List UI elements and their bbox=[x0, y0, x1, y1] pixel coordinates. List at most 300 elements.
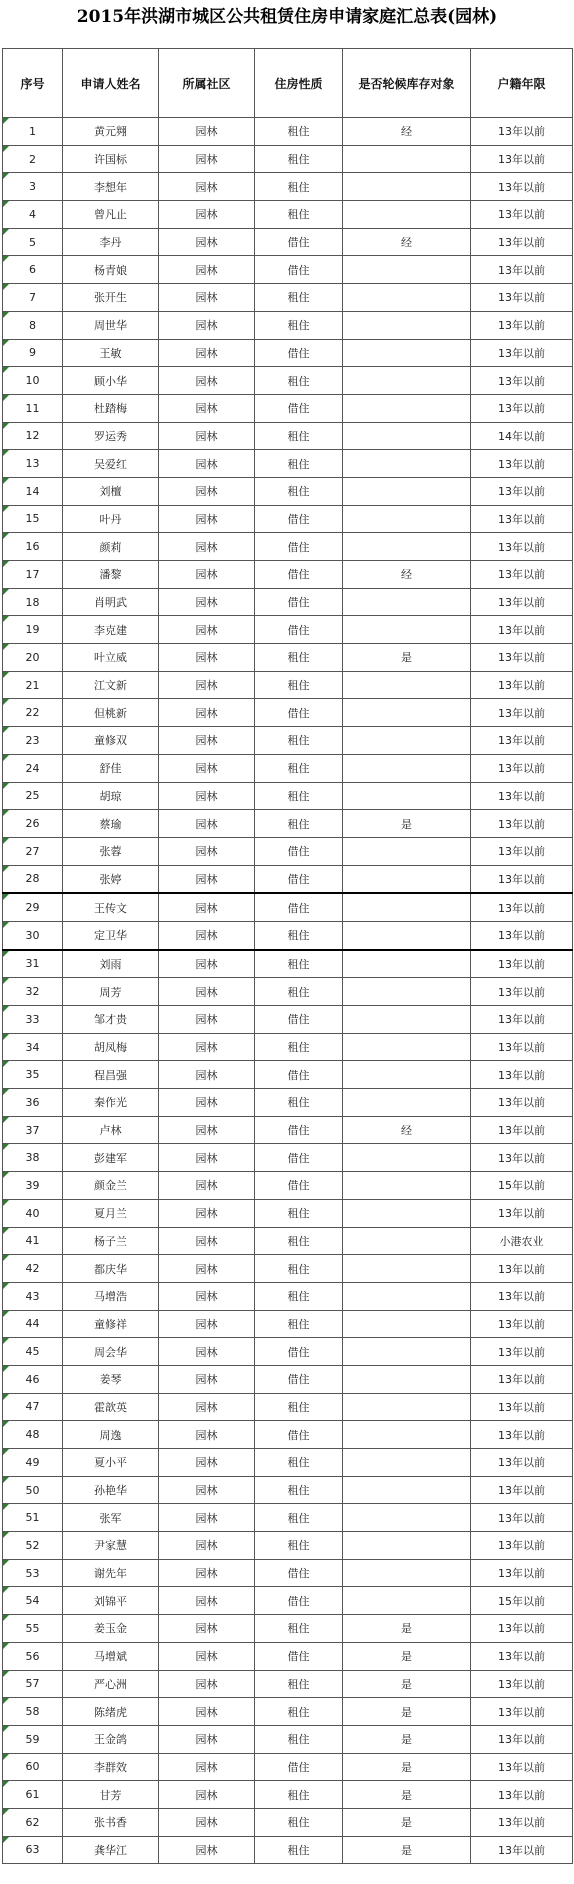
community: 园林 bbox=[159, 1338, 255, 1366]
housing-type: 借住 bbox=[255, 1338, 343, 1366]
community: 园林 bbox=[159, 367, 255, 395]
community: 园林 bbox=[159, 228, 255, 256]
table-row bbox=[3, 1144, 573, 1172]
housing-type: 租住 bbox=[255, 671, 343, 699]
table-row bbox=[3, 1199, 573, 1227]
applicant-name: 李想年 bbox=[63, 173, 159, 201]
community: 园林 bbox=[159, 950, 255, 978]
waiting-list-status bbox=[343, 1365, 471, 1393]
row-index: 38 bbox=[3, 1144, 63, 1172]
residency-years: 13年以前 bbox=[471, 616, 573, 644]
applicant-name: 但桃新 bbox=[63, 699, 159, 727]
waiting-list-status bbox=[343, 339, 471, 367]
table-row bbox=[3, 727, 573, 755]
row-index: 18 bbox=[3, 588, 63, 616]
applicant-name: 周逸 bbox=[63, 1421, 159, 1449]
community: 园林 bbox=[159, 1781, 255, 1809]
housing-type: 借住 bbox=[255, 505, 343, 533]
residency-years: 15年以前 bbox=[471, 1587, 573, 1615]
row-index: 1 bbox=[3, 118, 63, 146]
applicant-name: 夏小平 bbox=[63, 1449, 159, 1477]
residency-years: 13年以前 bbox=[471, 1365, 573, 1393]
row-index: 37 bbox=[3, 1116, 63, 1144]
housing-type: 租住 bbox=[255, 1282, 343, 1310]
waiting-list-status bbox=[343, 782, 471, 810]
table-row bbox=[3, 1587, 573, 1615]
community: 园林 bbox=[159, 699, 255, 727]
applicant-name: 谢先年 bbox=[63, 1559, 159, 1587]
housing-type: 租住 bbox=[255, 727, 343, 755]
waiting-list-status bbox=[343, 1310, 471, 1338]
row-index: 23 bbox=[3, 727, 63, 755]
housing-type: 租住 bbox=[255, 201, 343, 229]
housing-type: 借住 bbox=[255, 533, 343, 561]
housing-type: 租住 bbox=[255, 311, 343, 339]
housing-type: 租住 bbox=[255, 477, 343, 505]
table-row bbox=[3, 311, 573, 339]
table-row bbox=[3, 284, 573, 312]
residency-years: 13年以前 bbox=[471, 1698, 573, 1726]
row-index: 59 bbox=[3, 1725, 63, 1753]
waiting-list-status bbox=[343, 284, 471, 312]
residency-years: 13年以前 bbox=[471, 1282, 573, 1310]
community: 园林 bbox=[159, 311, 255, 339]
residency-years: 13年以前 bbox=[471, 727, 573, 755]
community: 园林 bbox=[159, 561, 255, 589]
applicant-name: 杨子兰 bbox=[63, 1227, 159, 1255]
residency-years: 13年以前 bbox=[471, 256, 573, 284]
waiting-list-status bbox=[343, 727, 471, 755]
applicant-name: 霍歆英 bbox=[63, 1393, 159, 1421]
housing-type: 借住 bbox=[255, 1421, 343, 1449]
header-community: 所属社区 bbox=[159, 49, 255, 118]
community: 园林 bbox=[159, 1033, 255, 1061]
row-index: 24 bbox=[3, 754, 63, 782]
community: 园林 bbox=[159, 145, 255, 173]
housing-type: 租住 bbox=[255, 1781, 343, 1809]
waiting-list-status bbox=[343, 754, 471, 782]
housing-type: 租住 bbox=[255, 978, 343, 1006]
community: 园林 bbox=[159, 422, 255, 450]
waiting-list-status bbox=[343, 671, 471, 699]
residency-years: 13年以前 bbox=[471, 394, 573, 422]
table-row bbox=[3, 978, 573, 1006]
applicant-name: 颜金兰 bbox=[63, 1172, 159, 1200]
residency-years: 13年以前 bbox=[471, 1116, 573, 1144]
residency-years: 13年以前 bbox=[471, 754, 573, 782]
residency-years: 13年以前 bbox=[471, 1338, 573, 1366]
row-index: 31 bbox=[3, 950, 63, 978]
community: 园林 bbox=[159, 1587, 255, 1615]
applicant-name: 吴爱红 bbox=[63, 450, 159, 478]
waiting-list-status: 是 bbox=[343, 644, 471, 672]
waiting-list-status: 经 bbox=[343, 118, 471, 146]
housing-type: 借住 bbox=[255, 1144, 343, 1172]
housing-type: 租住 bbox=[255, 1393, 343, 1421]
table-row bbox=[3, 1227, 573, 1255]
row-index: 21 bbox=[3, 671, 63, 699]
waiting-list-status bbox=[343, 1033, 471, 1061]
waiting-list-status bbox=[343, 422, 471, 450]
applicant-name: 叶丹 bbox=[63, 505, 159, 533]
table-row bbox=[3, 1725, 573, 1753]
table-row bbox=[3, 1310, 573, 1338]
table-row bbox=[3, 865, 573, 893]
waiting-list-status bbox=[343, 1199, 471, 1227]
row-index: 2 bbox=[3, 145, 63, 173]
housing-type: 租住 bbox=[255, 1310, 343, 1338]
community: 园林 bbox=[159, 588, 255, 616]
community: 园林 bbox=[159, 1476, 255, 1504]
residency-years: 13年以前 bbox=[471, 1144, 573, 1172]
waiting-list-status bbox=[343, 201, 471, 229]
residency-years: 13年以前 bbox=[471, 671, 573, 699]
residency-years: 13年以前 bbox=[471, 1559, 573, 1587]
housing-type: 借住 bbox=[255, 1642, 343, 1670]
housing-type: 借住 bbox=[255, 1116, 343, 1144]
waiting-list-status bbox=[343, 505, 471, 533]
housing-type: 租住 bbox=[255, 1255, 343, 1283]
community: 园林 bbox=[159, 1116, 255, 1144]
row-index: 32 bbox=[3, 978, 63, 1006]
residency-years: 13年以前 bbox=[471, 1089, 573, 1117]
community: 园林 bbox=[159, 1006, 255, 1034]
residency-years: 13年以前 bbox=[471, 1061, 573, 1089]
applicant-name: 蔡瑜 bbox=[63, 810, 159, 838]
table-row bbox=[3, 1753, 573, 1781]
community: 园林 bbox=[159, 477, 255, 505]
waiting-list-status: 经 bbox=[343, 228, 471, 256]
applicant-name: 周芳 bbox=[63, 978, 159, 1006]
row-index: 10 bbox=[3, 367, 63, 395]
housing-type: 租住 bbox=[255, 284, 343, 312]
community: 园林 bbox=[159, 893, 255, 921]
table-row bbox=[3, 1033, 573, 1061]
table-row bbox=[3, 837, 573, 865]
community: 园林 bbox=[159, 450, 255, 478]
row-index: 45 bbox=[3, 1338, 63, 1366]
applicant-name: 童修祥 bbox=[63, 1310, 159, 1338]
community: 园林 bbox=[159, 505, 255, 533]
housing-type: 租住 bbox=[255, 1504, 343, 1532]
housing-type: 借住 bbox=[255, 561, 343, 589]
residency-years: 13年以前 bbox=[471, 173, 573, 201]
waiting-list-status bbox=[343, 1559, 471, 1587]
waiting-list-status: 是 bbox=[343, 1615, 471, 1643]
residency-years: 13年以前 bbox=[471, 782, 573, 810]
table-row bbox=[3, 339, 573, 367]
housing-type: 借住 bbox=[255, 588, 343, 616]
applicant-name: 都庆华 bbox=[63, 1255, 159, 1283]
applicant-name: 周会华 bbox=[63, 1338, 159, 1366]
row-index: 54 bbox=[3, 1587, 63, 1615]
housing-type: 租住 bbox=[255, 1199, 343, 1227]
row-index: 16 bbox=[3, 533, 63, 561]
table-row bbox=[3, 810, 573, 838]
header-housing-type: 住房性质 bbox=[255, 49, 343, 118]
table-row bbox=[3, 1670, 573, 1698]
row-index: 20 bbox=[3, 644, 63, 672]
residency-years: 13年以前 bbox=[471, 118, 573, 146]
community: 园林 bbox=[159, 1144, 255, 1172]
community: 园林 bbox=[159, 644, 255, 672]
waiting-list-status bbox=[343, 1172, 471, 1200]
waiting-list-status: 是 bbox=[343, 1642, 471, 1670]
community: 园林 bbox=[159, 1227, 255, 1255]
community: 园林 bbox=[159, 1725, 255, 1753]
waiting-list-status: 是 bbox=[343, 1670, 471, 1698]
row-index: 40 bbox=[3, 1199, 63, 1227]
table-row bbox=[3, 588, 573, 616]
residency-years: 13年以前 bbox=[471, 865, 573, 893]
applicant-name: 曾凡止 bbox=[63, 201, 159, 229]
page-title: 2015年洪湖市城区公共租赁住房申请家庭汇总表(园林) bbox=[76, 7, 498, 27]
row-index: 39 bbox=[3, 1172, 63, 1200]
table-row bbox=[3, 1116, 573, 1144]
residency-years: 14年以前 bbox=[471, 422, 573, 450]
community: 园林 bbox=[159, 256, 255, 284]
housing-type: 借住 bbox=[255, 228, 343, 256]
housing-type: 租住 bbox=[255, 1449, 343, 1477]
residency-years: 13年以前 bbox=[471, 1033, 573, 1061]
row-index: 11 bbox=[3, 394, 63, 422]
table-row bbox=[3, 561, 573, 589]
residency-years: 13年以前 bbox=[471, 311, 573, 339]
row-index: 55 bbox=[3, 1615, 63, 1643]
waiting-list-status: 是 bbox=[343, 1698, 471, 1726]
waiting-list-status: 是 bbox=[343, 810, 471, 838]
header-index: 序号 bbox=[3, 49, 63, 118]
residency-years: 13年以前 bbox=[471, 810, 573, 838]
community: 园林 bbox=[159, 978, 255, 1006]
residency-years: 13年以前 bbox=[471, 699, 573, 727]
applicant-table bbox=[2, 48, 573, 1864]
applicant-name: 甘芳 bbox=[63, 1781, 159, 1809]
table-row bbox=[3, 1393, 573, 1421]
waiting-list-status bbox=[343, 256, 471, 284]
housing-type: 借住 bbox=[255, 339, 343, 367]
community: 园林 bbox=[159, 837, 255, 865]
housing-type: 借住 bbox=[255, 837, 343, 865]
row-index: 52 bbox=[3, 1532, 63, 1560]
applicant-name: 王金鸽 bbox=[63, 1725, 159, 1753]
applicant-name: 张书香 bbox=[63, 1808, 159, 1836]
community: 园林 bbox=[159, 533, 255, 561]
community: 园林 bbox=[159, 118, 255, 146]
community: 园林 bbox=[159, 1532, 255, 1560]
housing-type: 借住 bbox=[255, 394, 343, 422]
community: 园林 bbox=[159, 173, 255, 201]
row-index: 27 bbox=[3, 837, 63, 865]
applicant-name: 卢林 bbox=[63, 1116, 159, 1144]
waiting-list-status bbox=[343, 1061, 471, 1089]
row-index: 33 bbox=[3, 1006, 63, 1034]
table-row bbox=[3, 893, 573, 921]
table-row bbox=[3, 950, 573, 978]
waiting-list-status bbox=[343, 950, 471, 978]
housing-type: 借住 bbox=[255, 1587, 343, 1615]
table-row bbox=[3, 1338, 573, 1366]
community: 园林 bbox=[159, 671, 255, 699]
applicant-name: 舒佳 bbox=[63, 754, 159, 782]
residency-years: 13年以前 bbox=[471, 893, 573, 921]
table-row bbox=[3, 1808, 573, 1836]
table-row bbox=[3, 1282, 573, 1310]
row-index: 49 bbox=[3, 1449, 63, 1477]
residency-years: 13年以前 bbox=[471, 1670, 573, 1698]
residency-years: 13年以前 bbox=[471, 1532, 573, 1560]
table-row bbox=[3, 422, 573, 450]
waiting-list-status bbox=[343, 1338, 471, 1366]
housing-type: 租住 bbox=[255, 1227, 343, 1255]
community: 园林 bbox=[159, 754, 255, 782]
table-row bbox=[3, 1449, 573, 1477]
table-row bbox=[3, 394, 573, 422]
waiting-list-status bbox=[343, 367, 471, 395]
table-row bbox=[3, 1781, 573, 1809]
applicant-name: 刘雨 bbox=[63, 950, 159, 978]
waiting-list-status bbox=[343, 837, 471, 865]
community: 园林 bbox=[159, 616, 255, 644]
housing-type: 租住 bbox=[255, 118, 343, 146]
table-row bbox=[3, 118, 573, 146]
table-row bbox=[3, 1836, 573, 1864]
housing-type: 租住 bbox=[255, 1698, 343, 1726]
row-index: 13 bbox=[3, 450, 63, 478]
row-index: 30 bbox=[3, 921, 63, 949]
housing-type: 借住 bbox=[255, 1753, 343, 1781]
community: 园林 bbox=[159, 1172, 255, 1200]
applicant-name: 陈绪虎 bbox=[63, 1698, 159, 1726]
applicant-name: 潘黎 bbox=[63, 561, 159, 589]
row-index: 25 bbox=[3, 782, 63, 810]
applicant-name: 严心洲 bbox=[63, 1670, 159, 1698]
housing-type: 借住 bbox=[255, 1559, 343, 1587]
applicant-name: 姜玉金 bbox=[63, 1615, 159, 1643]
waiting-list-status bbox=[343, 1421, 471, 1449]
row-index: 7 bbox=[3, 284, 63, 312]
applicant-name: 张婷 bbox=[63, 865, 159, 893]
table-row bbox=[3, 1255, 573, 1283]
housing-type: 租住 bbox=[255, 782, 343, 810]
applicant-name: 李克建 bbox=[63, 616, 159, 644]
housing-type: 租住 bbox=[255, 1808, 343, 1836]
residency-years: 13年以前 bbox=[471, 1476, 573, 1504]
waiting-list-status bbox=[343, 1255, 471, 1283]
applicant-name: 孙艳华 bbox=[63, 1476, 159, 1504]
table-row bbox=[3, 1698, 573, 1726]
table-row bbox=[3, 1504, 573, 1532]
applicant-name: 胡琼 bbox=[63, 782, 159, 810]
waiting-list-status: 是 bbox=[343, 1808, 471, 1836]
residency-years: 13年以前 bbox=[471, 921, 573, 949]
waiting-list-status bbox=[343, 1587, 471, 1615]
housing-type: 借住 bbox=[255, 616, 343, 644]
community: 园林 bbox=[159, 1199, 255, 1227]
row-index: 46 bbox=[3, 1365, 63, 1393]
row-index: 56 bbox=[3, 1642, 63, 1670]
header-applicant-name: 申请人姓名 bbox=[63, 49, 159, 118]
table-row bbox=[3, 1615, 573, 1643]
community: 园林 bbox=[159, 339, 255, 367]
applicant-name: 杜踏梅 bbox=[63, 394, 159, 422]
applicant-name: 叶立威 bbox=[63, 644, 159, 672]
community: 园林 bbox=[159, 810, 255, 838]
row-index: 43 bbox=[3, 1282, 63, 1310]
waiting-list-status bbox=[343, 1449, 471, 1477]
housing-type: 租住 bbox=[255, 1836, 343, 1864]
residency-years: 13年以前 bbox=[471, 561, 573, 589]
waiting-list-status bbox=[343, 1144, 471, 1172]
community: 园林 bbox=[159, 1504, 255, 1532]
residency-years: 13年以前 bbox=[471, 284, 573, 312]
waiting-list-status bbox=[343, 1393, 471, 1421]
waiting-list-status: 经 bbox=[343, 561, 471, 589]
residency-years: 13年以前 bbox=[471, 588, 573, 616]
row-index: 58 bbox=[3, 1698, 63, 1726]
residency-years: 13年以前 bbox=[471, 1808, 573, 1836]
housing-type: 借住 bbox=[255, 1365, 343, 1393]
row-index: 8 bbox=[3, 311, 63, 339]
community: 园林 bbox=[159, 1615, 255, 1643]
row-index: 12 bbox=[3, 422, 63, 450]
waiting-list-status: 是 bbox=[343, 1836, 471, 1864]
community: 园林 bbox=[159, 1753, 255, 1781]
applicant-name: 童修双 bbox=[63, 727, 159, 755]
row-index: 62 bbox=[3, 1808, 63, 1836]
row-index: 41 bbox=[3, 1227, 63, 1255]
housing-type: 租住 bbox=[255, 173, 343, 201]
waiting-list-status bbox=[343, 145, 471, 173]
applicant-name: 李群效 bbox=[63, 1753, 159, 1781]
residency-years: 13年以前 bbox=[471, 1504, 573, 1532]
row-index: 50 bbox=[3, 1476, 63, 1504]
row-index: 17 bbox=[3, 561, 63, 589]
row-index: 35 bbox=[3, 1061, 63, 1089]
table-row bbox=[3, 1365, 573, 1393]
community: 园林 bbox=[159, 1670, 255, 1698]
applicant-name: 马增斌 bbox=[63, 1642, 159, 1670]
housing-type: 租住 bbox=[255, 950, 343, 978]
residency-years: 13年以前 bbox=[471, 1421, 573, 1449]
housing-type: 租住 bbox=[255, 1532, 343, 1560]
table-row bbox=[3, 1089, 573, 1117]
row-index: 60 bbox=[3, 1753, 63, 1781]
housing-type: 租住 bbox=[255, 810, 343, 838]
applicant-name: 许国标 bbox=[63, 145, 159, 173]
row-index: 14 bbox=[3, 477, 63, 505]
housing-type: 租住 bbox=[255, 1089, 343, 1117]
residency-years: 13年以前 bbox=[471, 228, 573, 256]
table-row bbox=[3, 644, 573, 672]
row-index: 53 bbox=[3, 1559, 63, 1587]
applicant-name: 杨青娘 bbox=[63, 256, 159, 284]
row-index: 29 bbox=[3, 893, 63, 921]
community: 园林 bbox=[159, 284, 255, 312]
housing-type: 租住 bbox=[255, 921, 343, 949]
community: 园林 bbox=[159, 1836, 255, 1864]
table-row bbox=[3, 699, 573, 727]
housing-type: 租住 bbox=[255, 367, 343, 395]
community: 园林 bbox=[159, 727, 255, 755]
waiting-list-status bbox=[343, 394, 471, 422]
residency-years: 小港农业 bbox=[471, 1227, 573, 1255]
row-index: 61 bbox=[3, 1781, 63, 1809]
community: 园林 bbox=[159, 1421, 255, 1449]
applicant-name: 刘檀 bbox=[63, 477, 159, 505]
row-index: 28 bbox=[3, 865, 63, 893]
waiting-list-status bbox=[343, 1504, 471, 1532]
